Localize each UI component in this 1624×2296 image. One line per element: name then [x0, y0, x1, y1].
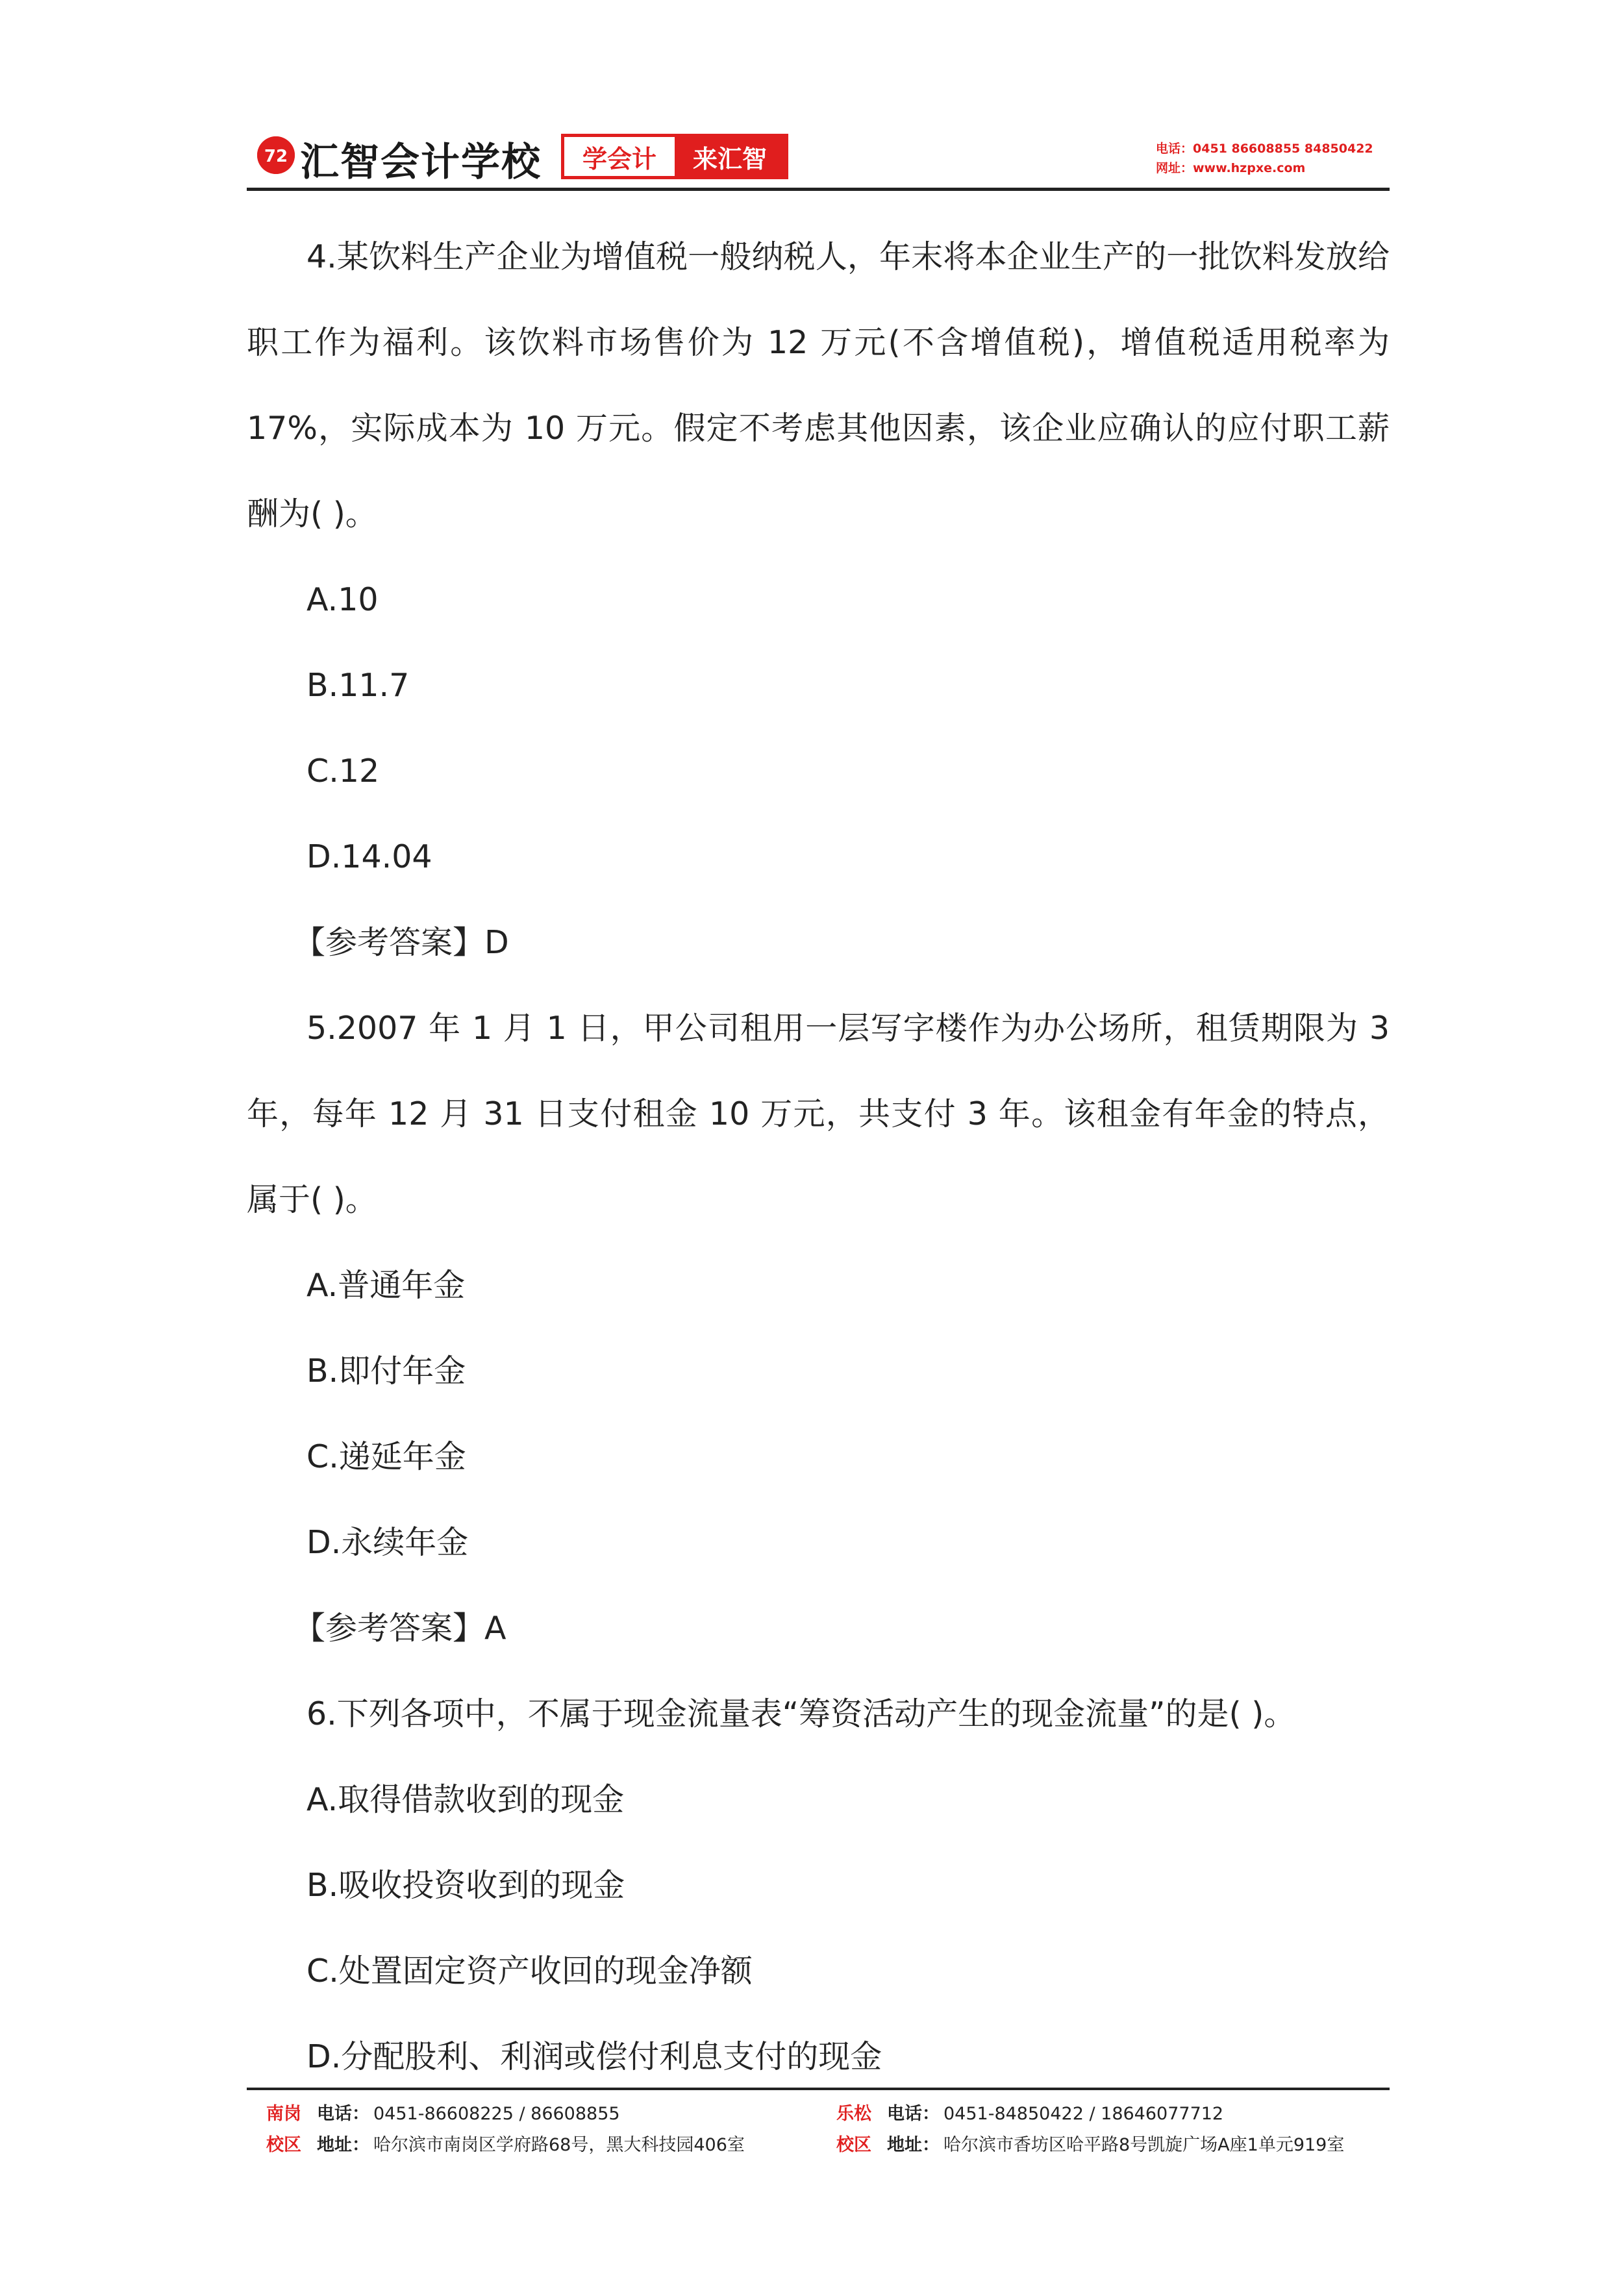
question-6-option-d: D.分配股利、利润或偿付利息支付的现金: [306, 2038, 882, 2075]
header-website: 网址：www.hzpxe.com: [1156, 161, 1306, 175]
campus-lesong-phone-row: [836, 2099, 1344, 2130]
question-6-option-b: B.吸收投资收到的现金: [306, 1867, 625, 1904]
campus-nangang-name-1: 南岗: [266, 2104, 301, 2124]
campus-lesong-address: 哈尔滨市香坊区哈平路8号凯旋广场A座1单元919室: [943, 2135, 1345, 2155]
question-4-option-c: C.12: [306, 753, 380, 790]
question-4-option-a: A.10: [306, 581, 379, 618]
header-contact: [1156, 139, 1373, 178]
question-4-option-b: B.11.7: [306, 667, 410, 704]
campus-nangang-address: 哈尔滨市南岗区学府路68号，黑大科技园406室: [373, 2135, 745, 2155]
campus-nangang-address-label: 地址：: [317, 2135, 369, 2155]
campus-nangang-phone: 0451-86608225 / 86608855: [373, 2104, 620, 2124]
logo-icon: [257, 136, 295, 174]
campus-lesong-address-label: 地址：: [887, 2135, 940, 2155]
question-5-stem: 5.2007 年 1 月 1 日，甲公司租用一层写字楼作为办公场所，租赁期限为 3 年，每年 12 月 31 日支付租金 10 万元，共支付 3 年。该租金有年金的特点，属于( )。: [247, 1010, 1390, 1218]
campus-nangang-phone-label: 电话：: [317, 2104, 369, 2124]
question-5-answer: 【参考答案】A: [294, 1610, 506, 1647]
footer-divider: [247, 2088, 1390, 2090]
question-6-stem: 6.下列各项中，不属于现金流量表“筹资活动产生的现金流量”的是( )。: [306, 1695, 1296, 1732]
slogan-box: [561, 134, 788, 179]
header-phone: 电话：0451 86608855 84850422: [1156, 142, 1373, 156]
question-4-answer: 【参考答案】D: [294, 924, 509, 961]
campus-nangang-name-2: 校区: [266, 2135, 301, 2155]
question-6-option-a: A.取得借款收到的现金: [306, 1781, 625, 1818]
question-4-option-d: D.14.04: [306, 838, 432, 875]
campus-nangang-address-row: [266, 2130, 745, 2161]
header-divider: [247, 188, 1390, 191]
slogan-right: 来汇智: [675, 137, 785, 176]
question-5-option-a: A.普通年金: [306, 1267, 466, 1304]
campus-lesong-phone-label: 电话：: [887, 2104, 940, 2124]
question-6-option-c: C.处置固定资产收回的现金净额: [306, 1953, 753, 1990]
campus-lesong-name-2: 校区: [836, 2135, 871, 2155]
slogan-left: 学会计: [564, 137, 675, 176]
page-header: [247, 123, 1390, 188]
question-4-stem: 4.某饮料生产企业为增值税一般纳税人，年末将本企业生产的一批饮料发放给职工作为福利。该饮料市场售价为 12 万元(不含增值税)，增值税适用税率为 17%，实际成本为 10 万元。假定不考虑其他因素，该企业应确认的应付职工薪酬为( )。: [247, 238, 1390, 532]
question-5-option-c: C.递延年金: [306, 1438, 466, 1475]
campus-lesong: [836, 2099, 1344, 2161]
campus-nangang-phone-row: [266, 2099, 745, 2130]
logo-badge-text: 72: [264, 147, 288, 166]
campus-lesong-name-1: 乐松: [836, 2104, 871, 2124]
campus-lesong-phone: 0451-84850422 / 18646077712: [943, 2104, 1224, 2124]
campus-lesong-address-row: [836, 2130, 1344, 2161]
question-5-option-b: B.即付年金: [306, 1353, 466, 1390]
campus-nangang: [266, 2099, 745, 2161]
document-body: [247, 214, 1390, 2100]
question-5-option-d: D.永续年金: [306, 1524, 469, 1561]
school-name: 汇智会计学校: [300, 140, 542, 185]
logo-badge-graphic: [257, 136, 295, 174]
